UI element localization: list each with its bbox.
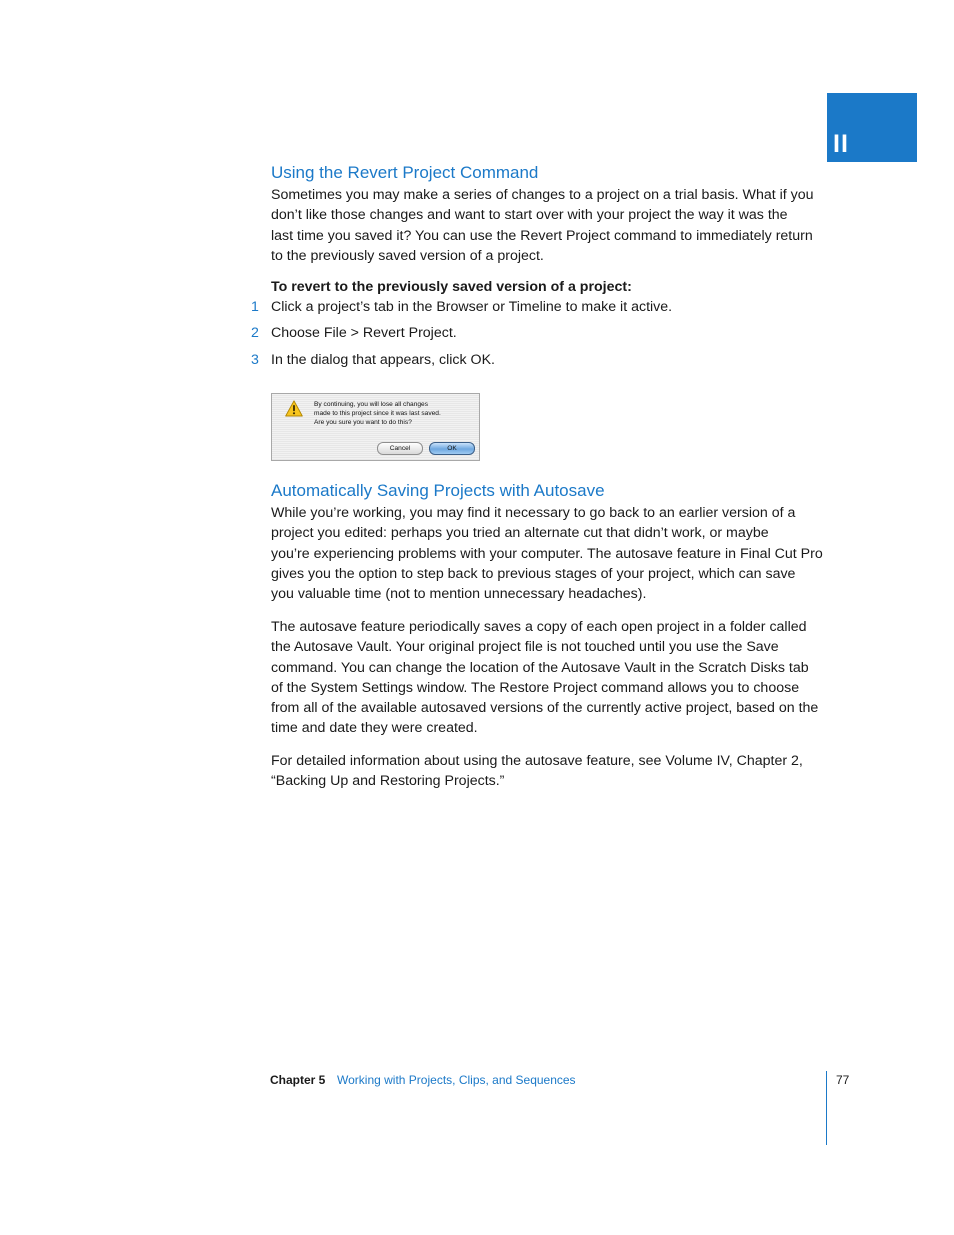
footer-chapter-title: Working with Projects, Clips, and Sequences: [337, 1073, 576, 1087]
autosave-paragraph-1: While you’re working, you may find it necessary to go back to an earlier version of a project you edited: perhaps you tried an alternate cut that didn’t work, or maybe you’re experiencing problems with your computer. The autosave feature in Final Cut Pro gives you the option to step back to previous stages of your project, which can save you valuable time (not to mention unnecessary headaches).: [271, 505, 823, 603]
procedure-title: To revert to the previously saved version of a project:: [271, 279, 632, 295]
step-number: 1: [251, 299, 259, 315]
page-number: 77: [836, 1073, 850, 1087]
revert-paragraph: Sometimes you may make a series of changes to a project on a trial basis. What if you don’t like those changes and want to start over with your project the way it was the last time you saved it? You can use the Revert Project command to immediately return to the previously saved version of a project.: [271, 187, 814, 264]
revert-heading: Using the Revert Project Command: [271, 163, 539, 182]
step-3: [251, 352, 495, 368]
dialog-message: By continuing, you will lose all changes made to this project since it was last saved. Are you sure you want to do this?: [314, 401, 441, 426]
step-text: Choose File > Revert Project.: [271, 325, 457, 341]
step-2: [251, 325, 457, 341]
step-1: [251, 299, 672, 315]
autosave-paragraph-2: The autosave feature periodically saves a copy of each open project in a folder called the Autosave Vault. Your original project file is not touched until you use the Save command. You can change the location of the Autosave Vault in the Scratch Disks tab of the System Settings window. The Restore Project command allows you to choose from all of the available autosaved versions of the currently active project, based on the time and date they were created.: [271, 619, 819, 737]
footer-divider: [826, 1071, 827, 1145]
step-text: In the dialog that appears, click OK.: [271, 352, 495, 368]
step-number: 2: [251, 325, 259, 341]
autosave-heading: Automatically Saving Projects with Autosave: [271, 481, 605, 500]
revert-confirm-dialog: [271, 393, 480, 461]
ok-button[interactable]: OK: [429, 442, 475, 455]
footer-chapter: Chapter 5: [270, 1073, 326, 1087]
autosave-paragraph-3: For detailed information about using the autosave feature, see Volume IV, Chapter 2, “Backing Up and Restoring Projects.”: [271, 753, 803, 790]
cancel-button[interactable]: Cancel: [377, 442, 423, 455]
section-tab-label: II: [833, 130, 849, 158]
section-tab: [827, 93, 917, 162]
step-text: Click a project’s tab in the Browser or Timeline to make it active.: [271, 299, 673, 315]
step-number: 3: [251, 352, 259, 368]
warning-icon: [285, 400, 303, 417]
